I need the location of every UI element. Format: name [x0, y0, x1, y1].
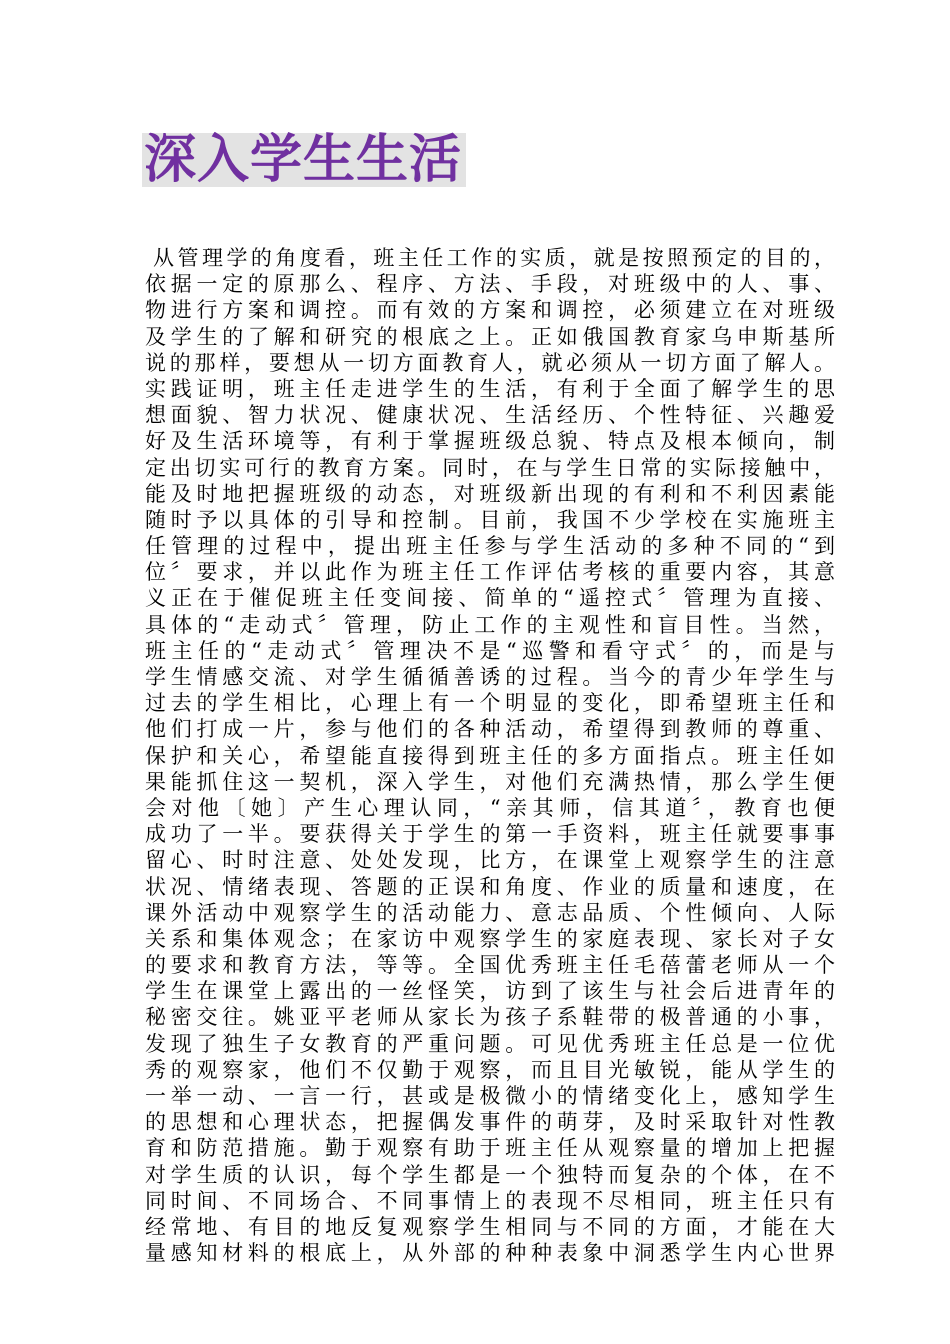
text-line: 课外活动中观察学生的活动能力、意志品质、个性倾向、人际 [145, 900, 835, 925]
text-line: 留心、时时注意、处处发现，比方，在课堂上观察学生的注意 [145, 848, 835, 873]
text-line: 成功了一半。要获得关于学生的第一手资料，班主任就要事事 [145, 822, 835, 847]
text-line: 经常地、有目的地反复观察学生相同与不同的方面，才能在大 [145, 1214, 835, 1239]
text-line: 他们打成一片，参与他们的各种活动，希望得到教师的尊重、 [145, 717, 835, 742]
text-line: 义正在于催促班主任变间接、简单的“遥控式〞管理为直接、 [145, 586, 835, 611]
text-line: 关系和集体观念；在家访中观察学生的家庭表现、家长对子女 [145, 926, 835, 951]
text-line: 学生情感交流、对学生循循善诱的过程。当今的青少年学生与 [145, 665, 835, 689]
text-line: 及学生的了解和研究的根底之上。正如俄国教育家乌申斯基所 [145, 324, 835, 349]
text-line: 随时予以具体的引导和控制。目前，我国不少学校在实施班主 [145, 507, 835, 532]
text-line: 量感知材料的根底上，从外部的种种表象中洞悉学生内心世界 [145, 1241, 835, 1266]
text-line: 对学生质的认识，每个学生都是一个独特而复杂的个体，在不 [145, 1162, 835, 1187]
text-line: 从管理学的角度看，班主任工作的实质，就是按照预定的目的， [153, 246, 835, 270]
text-line: 物进行方案和调控。而有效的方案和调控，必须建立在对班级 [145, 298, 835, 323]
text-line: 位〞要求，并以此作为班主任工作评估考核的重要内容，其意 [145, 560, 835, 585]
text-line: 果能抓住这一契机，深入学生，对他们充满热情，那么学生便 [145, 769, 835, 794]
text-line: 能及时地把握班级的动态，对班级新出现的有利和不利因素能 [145, 481, 835, 506]
text-line: 具体的“走动式〞管理，防止工作的主观性和盲目性。当然， [145, 612, 835, 637]
text-line: 育和防范措施。勤于观察有助于班主任从观察量的增加上把握 [145, 1136, 835, 1161]
text-line: 状况、情绪表现、答题的正误和角度、作业的质量和速度，在 [145, 874, 835, 899]
text-line: 实践证明，班主任走进学生的生活，有利于全面了解学生的思 [145, 376, 835, 401]
text-line: 定出切实可行的教育方案。同时，在与学生日常的实际接触中， [145, 455, 835, 480]
text-line: 一举一动、一言一行，甚或是极微小的情绪变化上，感知学生 [145, 1084, 835, 1108]
text-line: 秀的观察家，他们不仅勤于观察，而且目光敏锐，能从学生的 [145, 1057, 835, 1082]
text-line: 说的那样，要想从一切方面教育人，就必须从一切方面了解人。 [145, 350, 835, 375]
text-line: 任管理的过程中，提出班主任参与学生活动的多种不同的“到 [145, 534, 835, 559]
text-line: 学生在课堂上露出的一丝怪笑，访到了该生与社会后进青年的 [145, 979, 835, 1004]
text-line: 保护和关心，希望能直接得到班主任的多方面指点。班主任如 [145, 743, 835, 768]
text-line: 的要求和教育方法，等等。全国优秀班主任毛蓓蕾老师从一个 [145, 953, 835, 978]
text-line: 依据一定的原那么、程序、方法、手段，对班级中的人、事、 [145, 272, 835, 297]
document-title: 深入学生生活 [144, 130, 463, 190]
text-line: 会对他〔她〕产生心理认同，“亲其师，信其道〞，教育也便 [145, 795, 835, 820]
text-line: 同时间、不同场合、不同事情上的表现不尽相同，班主任只有 [145, 1188, 835, 1213]
title-highlight [142, 130, 466, 190]
text-line: 发现了独生子女教育的严重问题。可见优秀班主任总是一位优 [145, 1031, 835, 1056]
text-line: 想面貌、智力状况、健康状况、生活经历、个性特征、兴趣爱 [145, 403, 835, 428]
text-line: 过去的学生相比，心理上有一个明显的变化，即希望班主任和 [145, 691, 835, 716]
text-line: 班主任的“走动式〞管理决不是“巡警和看守式〞的，而是与 [145, 638, 835, 663]
text-line: 的思想和心理状态，把握偶发事件的萌芽，及时采取针对性教 [145, 1110, 835, 1135]
body-paragraph [145, 245, 835, 1266]
text-line: 好及生活环境等，有利于掌握班级总貌、特点及根本倾向，制 [145, 429, 835, 454]
text-line: 秘密交往。姚亚平老师从家长为孩子系鞋带的极普通的小事， [145, 1005, 835, 1030]
